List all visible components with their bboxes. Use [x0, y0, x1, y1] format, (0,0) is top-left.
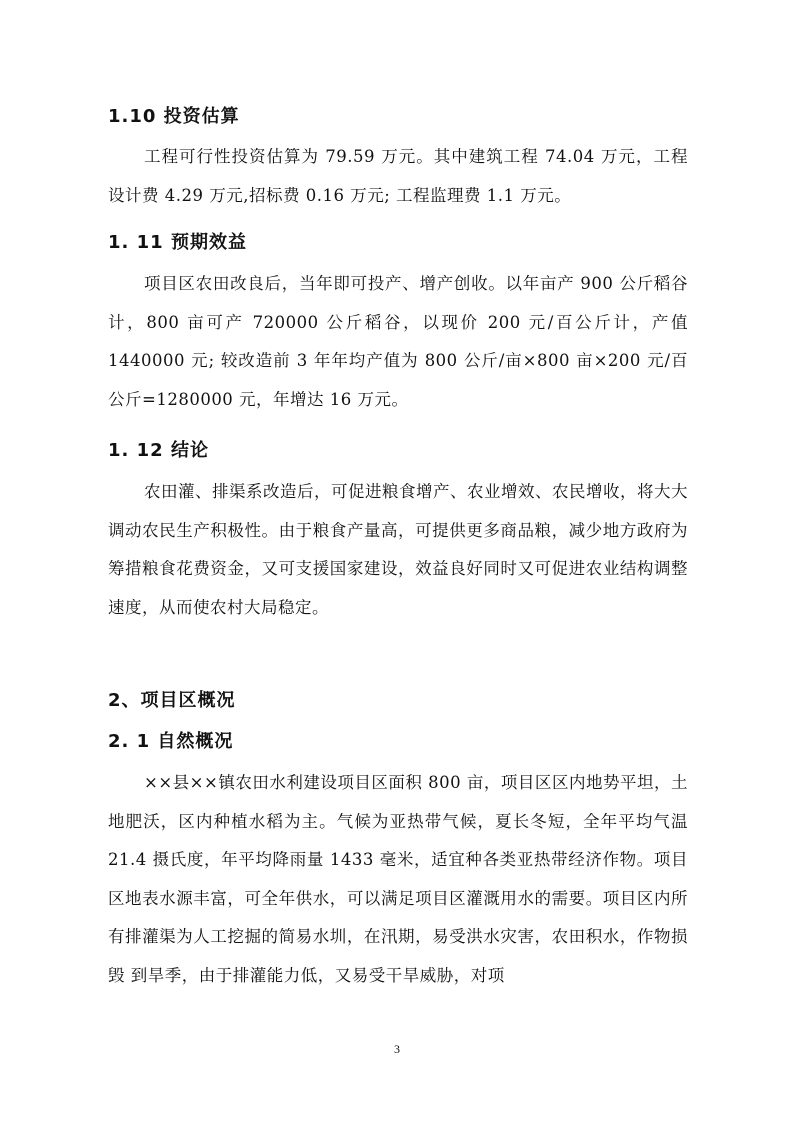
paragraph: ××县××镇农田水利建设项目区面积 800 亩，项目区区内地势平坦，土地肥沃，区内种植水稻为主。气候为亚热带气候，夏长冬短，全年平均气温 21.4 摄氏度，年平均降雨量 1433 毫米，适宜种各类亚热带经济作物。项目区地表水源丰富，可全年供水，可以满足项目区灌溉用水的需要。项目区内所有排灌渠为人工挖掘的简易水圳，在汛期，易受洪水灾害，农田积水，作物损毁 到旱季，由于排灌能力低，又易受干旱威胁，对项 [108, 773, 688, 985]
paragraph: 工程可行性投资估算为 79.59 万元。其中建筑工程 74.04 万元，工程设计费 4.29 万元,招标费 0.16 万元; 工程监理费 1.1 万元。 [108, 147, 688, 205]
section-conclusion [108, 438, 688, 627]
section-heading: 1.10 投资估算 [108, 106, 240, 127]
paragraph: 农田灌、排渠系改造后，可促进粮食增产、农业增效、农民增收，将大大调动农民生产积极性。由于粮食产量高，可提供更多商品粮，减少地方政府为筹措粮食花费资金，又可支援国家建设，效益良好同时又可促进农业结构调整速度，从而使农村大局稳定。 [108, 482, 688, 617]
section-heading: 2. 1 自然概况 [108, 731, 234, 752]
section-heading: 1. 11 预期效益 [108, 232, 247, 253]
page-number: 3 [394, 1042, 400, 1056]
paragraph: 项目区农田改良后，当年即可投产、增产创收。以年亩产 900 公斤稻谷计，800 亩可产 720000 公斤稻谷，以现价 200 元/百公斤计，产值 1440000 元; 较改造前 3 年年均产值为 800 公斤/亩×800 亩×200 元/百公斤=1280000 元，年增达 16 万元。 [108, 274, 688, 409]
section-heading: 1. 12 结论 [108, 440, 209, 461]
section-project-overview [108, 688, 688, 714]
section-heading: 2、项目区概况 [108, 690, 236, 711]
section-expected-benefit [108, 230, 688, 419]
section-natural-overview [108, 729, 688, 995]
section-investment-estimate [108, 104, 688, 215]
